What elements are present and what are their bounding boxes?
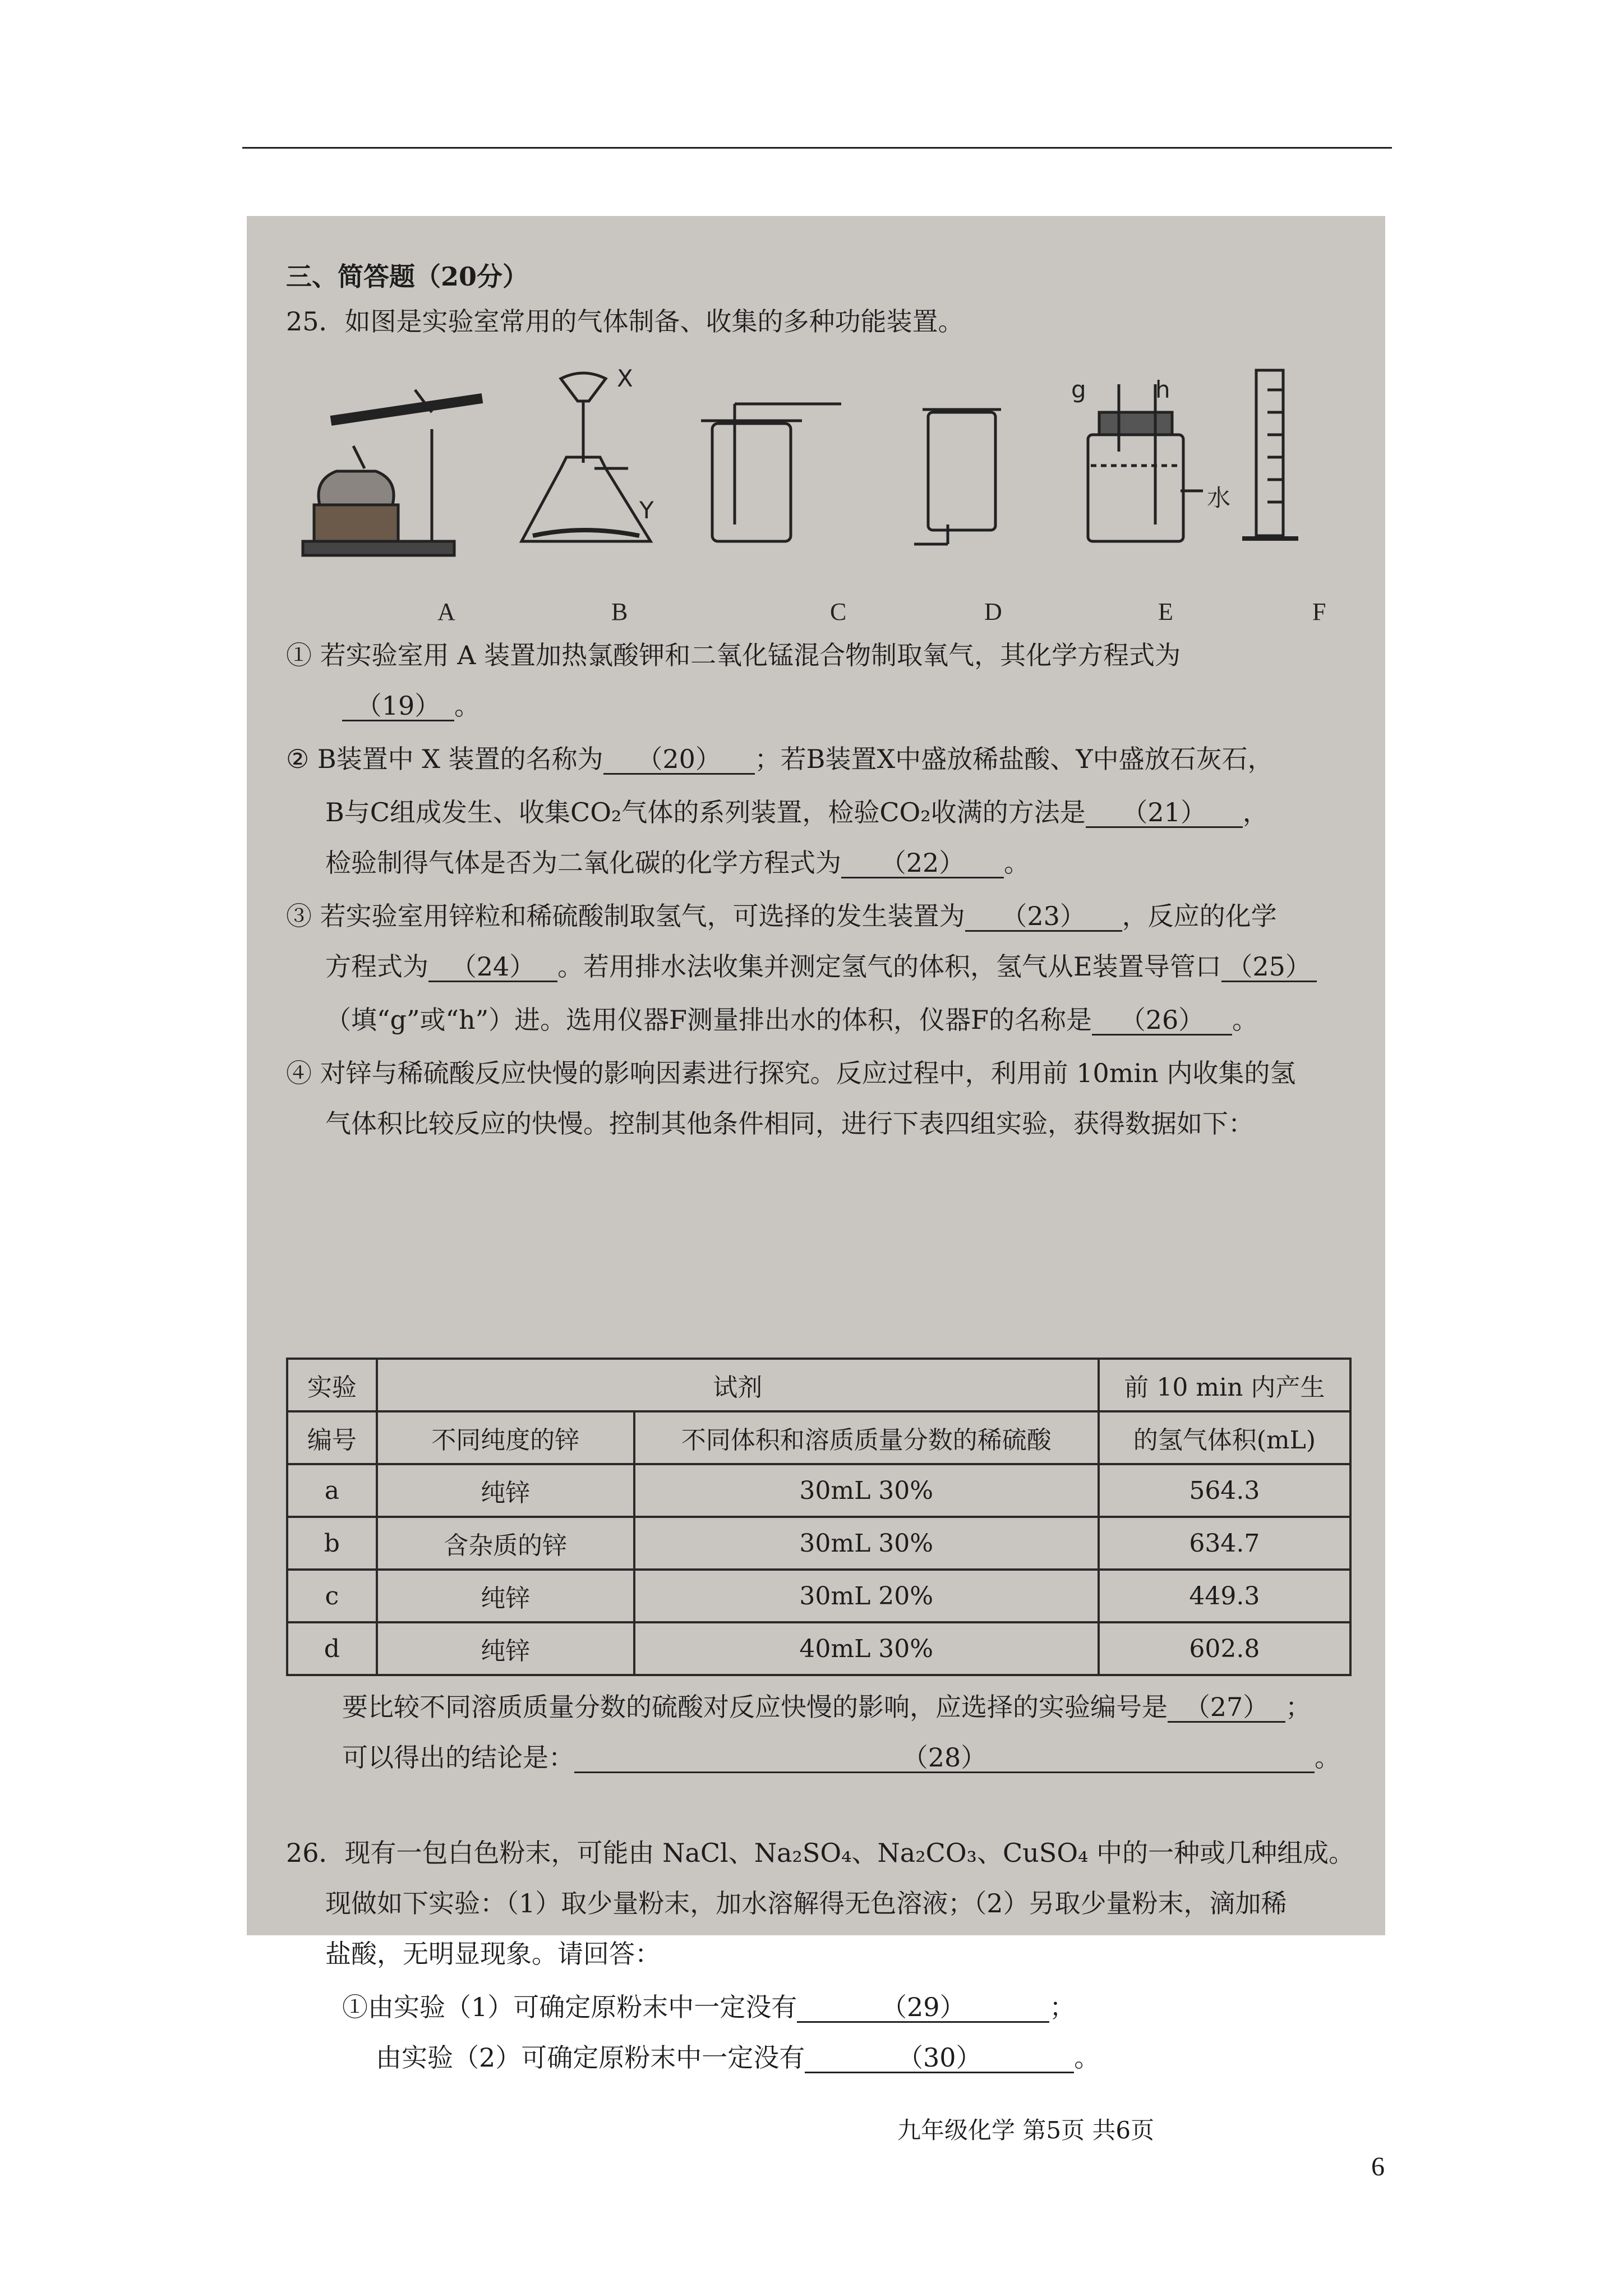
blank-21[interactable]: （21） [1086,799,1243,828]
annotation-y: Y [639,496,654,524]
q26-line4: ①由实验（1）可确定原粉末中一定没有 （29） ； [342,1992,1076,2022]
blank-24[interactable]: （24） [428,954,557,982]
label-b: B [611,598,628,625]
cell-volume: 564.3 [1099,1464,1350,1517]
q25-part3-line1: ③ 若实验室用锌粒和稀硫酸制取氢气，可选择的发生装置为 （23） ，反应的化学 [286,901,1277,931]
cell-volume: 449.3 [1099,1570,1350,1622]
blank-19[interactable]: （19） [342,693,454,721]
experiment-table [286,1358,1352,1676]
q25-stem: 25．如图是实验室常用的气体制备、收集的多种功能装置。 [286,306,964,337]
q25-part3-line2: 方程式为 （24） 。若用排水法收集并测定氢气的体积，氢气从E装置导管口 （25） [325,954,1317,982]
q25-part4-line3: 要比较不同溶质质量分数的硫酸对反应快慢的影响，应选择的实验编号是 （27） ； [342,1692,1311,1722]
table-row [287,1517,1350,1570]
q25-part4-line4: 可以得出的结论是： （28） 。 [342,1742,1340,1773]
blank-25[interactable]: （25） [1221,954,1317,982]
cell-acid: 30mL 20% [634,1570,1099,1622]
apparatus-e-icon [1088,384,1203,541]
top-rule [242,147,1392,149]
q25-part1-line1: ① 若实验室用 A 装置加热氯酸钾和二氧化锰混合物制取氧气，其化学方程式为 [286,640,1181,670]
cell-id: d [287,1622,377,1675]
q25-part3-line3: （填“g”或“h”）进。选用仪器F测量排出水的体积，仪器F的名称是 （26） 。 [325,1005,1258,1035]
apparatus-d-icon [914,409,1001,544]
header-volume-1: 前 10 min 内产生 [1099,1359,1350,1411]
cell-volume: 634.7 [1099,1517,1350,1570]
blank-28[interactable]: （28） [574,1745,1315,1773]
table-row [287,1622,1350,1675]
apparatus-a-icon [303,390,482,555]
cell-zinc: 含杂质的锌 [377,1517,634,1570]
blank-29[interactable]: （29） [797,1994,1049,2023]
annotation-water: 水 [1207,484,1231,512]
apparatus-b-icon [522,373,651,541]
cell-acid: 30mL 30% [634,1517,1099,1570]
label-c: C [830,598,847,625]
label-e: E [1158,598,1173,625]
q25-part2-line3: 检验制得气体是否为二氧化碳的化学方程式为 （22） 。 [325,848,1030,878]
cell-id: b [287,1517,377,1570]
q26-line2: 现做如下实验：（1）取少量粉末，加水溶解得无色溶液；（2）另取少量粉末，滴加稀 [325,1888,1287,1918]
header-exp-2: 编号 [287,1411,377,1464]
scanned-exam-page [247,216,1385,2144]
apparatus-c-icon [701,404,841,541]
blank-20[interactable]: （20） [603,746,755,775]
header-volume-2: 的氢气体积(mL) [1099,1411,1350,1464]
label-a: A [437,598,455,625]
blank-30[interactable]: （30） [805,2045,1074,2073]
blank-27[interactable]: （27） [1168,1694,1285,1723]
q25-part2-line2: B与C组成发生、收集CO₂气体的系列装置，检验CO₂收满的方法是 （21） ， [325,797,1269,827]
q25-part4-line2: 气体积比较反应的快慢。控制其他条件相同，进行下表四组实验，获得数据如下： [325,1108,1254,1139]
page-number: 6 [1371,2152,1385,2182]
header-reagent: 试剂 [377,1359,1099,1411]
cell-zinc: 纯锌 [377,1464,634,1517]
blank-26[interactable]: （26） [1092,1007,1232,1036]
header-acid: 不同体积和溶质质量分数的稀硫酸 [634,1411,1099,1464]
q26-line3: 盐酸，无明显现象。请回答： [325,1939,661,1969]
table-header-row-2 [287,1411,1350,1464]
table-row [287,1570,1350,1622]
label-f: F [1312,598,1326,625]
cell-volume: 602.8 [1099,1622,1350,1675]
q26-line5: 由实验（2）可确定原粉末中一定没有 （30） 。 [376,2042,1100,2073]
cell-zinc: 纯锌 [377,1622,634,1675]
blank-23[interactable]: （23） [965,903,1122,932]
q25-part1-line2: （19） 。 [342,693,480,721]
header-zinc: 不同纯度的锌 [377,1411,634,1464]
cell-zinc: 纯锌 [377,1570,634,1622]
annotation-g: g [1071,376,1086,403]
annotation-x: X [617,365,633,392]
cell-acid: 30mL 30% [634,1464,1099,1517]
annotation-h: h [1155,376,1170,403]
section-title: 三、简答题（20分） [286,261,529,292]
table-row [287,1464,1350,1517]
blank-22[interactable]: （22） [841,850,1004,878]
page-footer: 九年级化学 第5页 共6页 [897,2116,1155,2144]
apparatus-figure [247,356,1385,592]
cell-id: a [287,1464,377,1517]
q26-line1: 26．现有一包白色粉末，可能由 NaCl、Na₂SO₄、Na₂CO₃、CuSO₄ 中的一种或几种组成。 [286,1838,1355,1868]
q25-part4-line1: ④ 对锌与稀硫酸反应快慢的影响因素进行探究。反应过程中，利用前 10min 内收集的氢 [286,1058,1296,1088]
apparatus-f-icon [1242,370,1298,539]
cell-acid: 40mL 30% [634,1622,1099,1675]
cell-id: c [287,1570,377,1622]
q25-part2-line1: ② B装置中 X 装置的名称为 （20） ；若B装置X中盛放稀盐酸、Y中盛放石灰石， [286,744,1274,774]
label-d: D [984,598,1002,625]
header-exp-1: 实验 [287,1359,377,1411]
table-header-row-1 [287,1359,1350,1411]
